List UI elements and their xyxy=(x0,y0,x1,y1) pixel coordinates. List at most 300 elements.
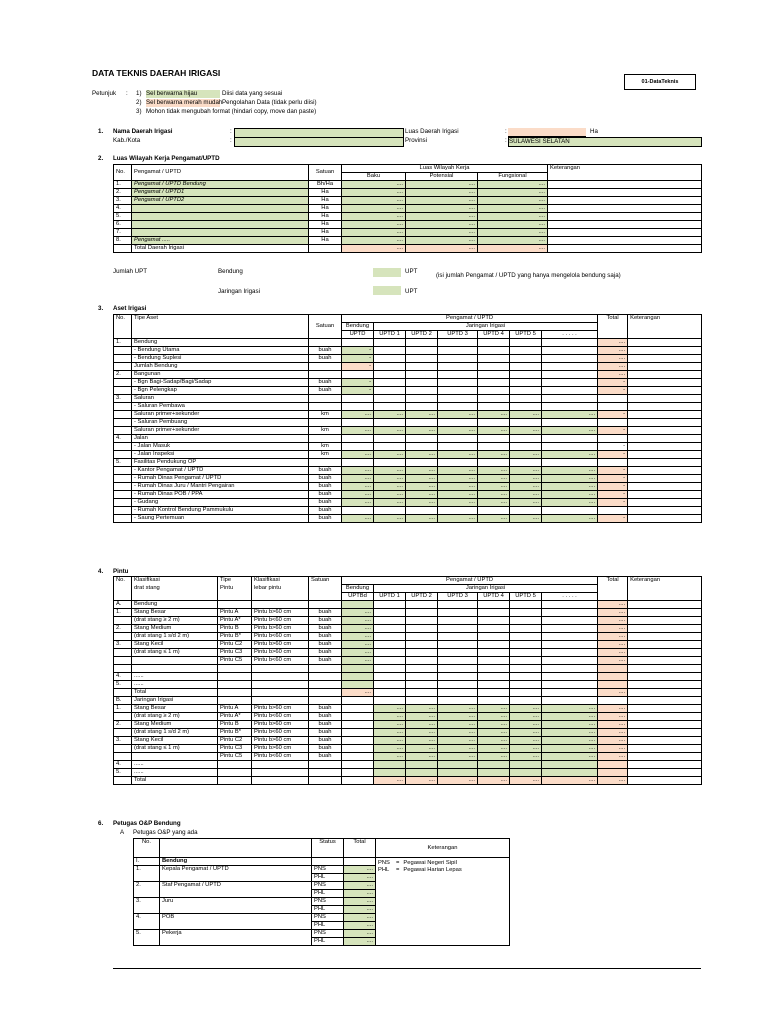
pintu-row xyxy=(114,649,702,657)
jaringan-value[interactable]: .... xyxy=(542,515,598,523)
potensial-input[interactable]: .... xyxy=(406,213,478,221)
jaringan-value[interactable]: .... xyxy=(542,491,598,499)
bendung-value[interactable]: .... xyxy=(342,625,374,633)
jaringan-value[interactable]: .... xyxy=(438,427,478,435)
bendung-value[interactable]: .... xyxy=(342,633,374,641)
keterangan-input[interactable] xyxy=(628,507,702,515)
keterangan-input[interactable] xyxy=(548,213,702,221)
jaringan-value[interactable]: .... xyxy=(406,475,438,483)
jaringan-value[interactable]: .... xyxy=(406,705,438,713)
fungsional-input[interactable]: .... xyxy=(478,237,548,245)
keterangan-input[interactable] xyxy=(628,395,702,403)
legend-v: Pegawai Negeri Sipil xyxy=(403,860,457,866)
jaringan-value[interactable]: .... xyxy=(374,713,406,721)
baku-input[interactable]: .... xyxy=(342,237,406,245)
jaringan-value[interactable]: .... xyxy=(374,483,406,491)
row-pengamat-name[interactable] xyxy=(132,205,309,213)
jaringan-value xyxy=(542,761,598,769)
instr-3-num: 3) xyxy=(136,108,142,115)
potensial-input[interactable]: .... xyxy=(406,237,478,245)
baku-input[interactable]: .... xyxy=(342,221,406,229)
row-satuan xyxy=(309,403,342,411)
jaringan-value[interactable]: .... xyxy=(406,411,438,419)
aset-row xyxy=(114,475,702,483)
jaringan-value[interactable]: .... xyxy=(478,737,510,745)
total-value: .... xyxy=(598,609,628,617)
fungsional-input[interactable]: .... xyxy=(478,181,548,189)
jaringan-value[interactable]: .... xyxy=(438,737,478,745)
total-pns-input[interactable]: .... xyxy=(344,914,376,922)
jaringan-value[interactable]: .... xyxy=(478,705,510,713)
jaringan-value[interactable]: .... xyxy=(438,729,478,737)
row-pengamat-name[interactable] xyxy=(132,221,309,229)
row-pengamat-name[interactable]: Pengamat / UPTD2 xyxy=(132,197,309,205)
row-jabatan: POB xyxy=(160,914,312,930)
baku-input[interactable]: .... xyxy=(342,213,406,221)
row-tipe-pintu xyxy=(218,769,252,777)
fungsional-input[interactable]: .... xyxy=(478,205,548,213)
keterangan-input[interactable] xyxy=(628,609,702,617)
row-lebar-pintu: Pintu b<60 cm xyxy=(252,753,309,761)
baku-input[interactable]: .... xyxy=(342,229,406,237)
jaringan-value[interactable]: .... xyxy=(438,745,478,753)
jaringan-value[interactable]: .... xyxy=(510,745,542,753)
pintu-row xyxy=(114,665,702,673)
jaringan-value[interactable]: .... xyxy=(374,499,406,507)
jaringan-value[interactable]: .... xyxy=(542,427,598,435)
keterangan-input[interactable] xyxy=(548,189,702,197)
row-lebar-pintu xyxy=(252,761,309,769)
jaringan-value[interactable]: .... xyxy=(438,721,478,729)
jaringan-value[interactable]: .... xyxy=(406,491,438,499)
jaringan-value[interactable]: .... xyxy=(542,713,598,721)
jaringan-value[interactable]: .... xyxy=(374,745,406,753)
jaringan-value[interactable]: .... xyxy=(542,753,598,761)
fungsional-input[interactable]: .... xyxy=(478,221,548,229)
jaringan-value[interactable]: .... xyxy=(374,427,406,435)
keterangan-input[interactable] xyxy=(628,697,702,705)
jaringan-value[interactable]: .... xyxy=(374,451,406,459)
total-value xyxy=(598,419,628,427)
jaringan-value[interactable]: .... xyxy=(438,705,478,713)
total-phl-input[interactable]: .... xyxy=(344,938,376,946)
jaringan-value[interactable]: .... xyxy=(374,491,406,499)
row-no: 6. xyxy=(114,221,132,229)
keterangan-input[interactable] xyxy=(628,665,702,673)
jaringan-value[interactable]: .... xyxy=(510,475,542,483)
th-total: Total xyxy=(344,839,376,858)
total-pns-input[interactable]: .... xyxy=(344,930,376,938)
keterangan-input[interactable] xyxy=(628,761,702,769)
bendung-value[interactable]: .... xyxy=(342,499,374,507)
row-klasifikasi: (drat stang ≥ 2 m) xyxy=(132,617,218,625)
jaringan-value[interactable]: .... xyxy=(478,427,510,435)
aset-row xyxy=(114,483,702,491)
jaringan-value[interactable]: .... xyxy=(438,515,478,523)
jaringan-value[interactable]: .... xyxy=(406,467,438,475)
keterangan-input[interactable] xyxy=(628,641,702,649)
keterangan-input[interactable] xyxy=(628,403,702,411)
jaringan-value[interactable]: .... xyxy=(478,729,510,737)
jaringan-value[interactable]: .... xyxy=(478,475,510,483)
keterangan-input[interactable] xyxy=(628,657,702,665)
jaringan-value xyxy=(478,769,510,777)
keterangan-input[interactable] xyxy=(628,379,702,387)
bendung-value[interactable]: .... xyxy=(342,491,374,499)
bendung-value[interactable]: .... xyxy=(342,657,374,665)
jaringan-value[interactable]: .... xyxy=(510,713,542,721)
jaringan-value[interactable]: .... xyxy=(510,721,542,729)
jaringan-value xyxy=(438,633,478,641)
keterangan-input[interactable] xyxy=(628,467,702,475)
jaringan-value[interactable]: .... xyxy=(478,713,510,721)
keterangan-input[interactable] xyxy=(628,753,702,761)
jaringan-value[interactable]: .... xyxy=(510,483,542,491)
jaringan-value[interactable]: .... xyxy=(542,411,598,419)
jaringan-value xyxy=(542,689,598,697)
jaringan-value xyxy=(510,649,542,657)
jaringan-value xyxy=(478,689,510,697)
keterangan-input[interactable] xyxy=(628,387,702,395)
jaringan-value[interactable]: .... xyxy=(510,427,542,435)
keterangan-input[interactable] xyxy=(628,363,702,371)
row-pengamat-name[interactable]: Pengamat / UPTD1 xyxy=(132,189,309,197)
jaringan-value[interactable]: .... xyxy=(406,753,438,761)
jaringan-value[interactable]: .... xyxy=(510,467,542,475)
jaringan-value[interactable]: .... xyxy=(510,753,542,761)
jaringan-value[interactable]: .... xyxy=(374,515,406,523)
keterangan-input[interactable] xyxy=(628,689,702,697)
row-tipe: - Rumah Dinas Pengamat / UPTD xyxy=(132,475,309,483)
luas-row xyxy=(114,189,702,197)
jaringan-value[interactable]: .... xyxy=(406,737,438,745)
jaringan-value xyxy=(374,641,406,649)
th-bendung: Bendung xyxy=(342,323,374,331)
potensial-input[interactable]: .... xyxy=(406,181,478,189)
bendung-value[interactable]: .... xyxy=(342,411,374,419)
jaringan-value[interactable]: .... xyxy=(406,713,438,721)
jaringan-value[interactable]: .... xyxy=(478,467,510,475)
keterangan-input[interactable] xyxy=(628,443,702,451)
keterangan-input[interactable] xyxy=(628,745,702,753)
jaringan-value[interactable]: .... xyxy=(542,729,598,737)
keterangan-input[interactable] xyxy=(548,205,702,213)
row-no xyxy=(114,379,132,387)
bendung-value[interactable]: .... xyxy=(342,515,374,523)
jaringan-value xyxy=(542,681,598,689)
row-satuan: km xyxy=(309,443,342,451)
jaringan-value[interactable]: .... xyxy=(438,491,478,499)
bendung-value[interactable]: .... xyxy=(342,649,374,657)
jaringan-value[interactable]: .... xyxy=(406,515,438,523)
bendung-value[interactable] xyxy=(342,665,374,673)
provinsi-field[interactable]: SULAWESI SELATAN xyxy=(508,137,702,147)
jaringan-value xyxy=(478,673,510,681)
bendung-value[interactable]: .... xyxy=(342,475,374,483)
th-uptd: UPTD xyxy=(342,331,374,339)
bendung-value[interactable]: .... xyxy=(342,451,374,459)
potensial-input[interactable]: .... xyxy=(406,221,478,229)
potensial-input[interactable]: .... xyxy=(406,229,478,237)
jaringan-value[interactable]: .... xyxy=(374,753,406,761)
jaringan-value[interactable]: .... xyxy=(438,467,478,475)
jaringan-value[interactable]: .... xyxy=(406,721,438,729)
jaringan-value[interactable]: .... xyxy=(374,737,406,745)
jaringan-value xyxy=(374,681,406,689)
jaringan-value xyxy=(510,435,542,443)
pintu-row xyxy=(114,729,702,737)
fungsional-input[interactable]: .... xyxy=(478,189,548,197)
baku-input[interactable]: .... xyxy=(342,181,406,189)
row-no xyxy=(114,355,132,363)
pintu-row xyxy=(114,737,702,745)
bendung-value[interactable]: - xyxy=(342,347,374,355)
keterangan-input[interactable] xyxy=(628,371,702,379)
jaringan-value[interactable]: .... xyxy=(438,483,478,491)
jaringan-value xyxy=(542,459,598,467)
bendung-value[interactable]: - xyxy=(342,387,374,395)
jaringan-value[interactable]: .... xyxy=(510,515,542,523)
keterangan-input[interactable] xyxy=(628,411,702,419)
bendung-value[interactable]: .... xyxy=(342,617,374,625)
row-tipe-pintu xyxy=(218,761,252,769)
jaringan-value xyxy=(406,681,438,689)
row-lebar-pintu xyxy=(252,665,309,673)
jaringan-value[interactable]: .... xyxy=(542,737,598,745)
jaringan-value[interactable]: .... xyxy=(406,729,438,737)
jaringan-value[interactable]: .... xyxy=(374,705,406,713)
bendung-value xyxy=(342,459,374,467)
baku-input[interactable]: .... xyxy=(342,197,406,205)
jaringan-value xyxy=(542,697,598,705)
jaringan-value[interactable]: .... xyxy=(438,451,478,459)
total-pns-input[interactable]: .... xyxy=(344,866,376,874)
fungsional-input[interactable]: .... xyxy=(478,197,548,205)
th-uptd2: UPTD 2 xyxy=(406,331,438,339)
keterangan-input[interactable] xyxy=(628,705,702,713)
jaringan-value[interactable]: .... xyxy=(542,705,598,713)
jumlah-upt-bendung-input[interactable] xyxy=(373,268,401,277)
potensial-input[interactable]: .... xyxy=(406,197,478,205)
jaringan-value[interactable]: .... xyxy=(542,483,598,491)
jaringan-value[interactable]: .... xyxy=(542,467,598,475)
upt-note: (isi jumlah Pengamat / UPTD yang hanya mengelola bendung saja) xyxy=(436,272,621,279)
jaringan-value[interactable]: .... xyxy=(510,737,542,745)
keterangan-input[interactable] xyxy=(628,427,702,435)
keterangan-input[interactable] xyxy=(548,229,702,237)
bendung-value[interactable]: - xyxy=(342,379,374,387)
fungsional-input[interactable]: .... xyxy=(478,213,548,221)
aset-row xyxy=(114,451,702,459)
baku-input[interactable]: .... xyxy=(342,189,406,197)
jaringan-value xyxy=(542,403,598,411)
jaringan-value[interactable]: .... xyxy=(542,721,598,729)
jaringan-value[interactable]: .... xyxy=(374,467,406,475)
keterangan-input[interactable] xyxy=(628,435,702,443)
keterangan-input[interactable] xyxy=(628,777,702,785)
potensial-input[interactable]: .... xyxy=(406,205,478,213)
total-phl-input[interactable]: .... xyxy=(344,890,376,898)
row-klasifikasi: Total xyxy=(132,689,218,697)
jaringan-value[interactable]: .... xyxy=(478,745,510,753)
jaringan-value[interactable]: .... xyxy=(438,713,478,721)
kab-input[interactable] xyxy=(234,137,404,147)
jaringan-value[interactable]: .... xyxy=(542,475,598,483)
jaringan-value[interactable]: .... xyxy=(478,753,510,761)
keterangan-input[interactable] xyxy=(628,483,702,491)
legend-eq: = xyxy=(396,860,400,866)
jaringan-value xyxy=(438,395,478,403)
th-total: Total xyxy=(598,315,628,339)
total-value xyxy=(598,769,628,777)
jaringan-value[interactable]: .... xyxy=(374,721,406,729)
jaringan-value[interactable]: .... xyxy=(438,475,478,483)
fungsional-input[interactable]: .... xyxy=(478,229,548,237)
jaringan-value[interactable]: .... xyxy=(478,411,510,419)
keterangan-input[interactable] xyxy=(628,617,702,625)
jaringan-value xyxy=(438,761,478,769)
total-pns-input[interactable]: .... xyxy=(344,898,376,906)
jaringan-value[interactable]: .... xyxy=(478,515,510,523)
keterangan-input[interactable] xyxy=(628,339,702,347)
jaringan-value[interactable]: .... xyxy=(406,483,438,491)
row-pengamat-name[interactable] xyxy=(132,229,309,237)
keterangan-input[interactable] xyxy=(628,625,702,633)
bendung-value xyxy=(342,721,374,729)
keterangan-input[interactable] xyxy=(628,721,702,729)
total-phl-input[interactable]: .... xyxy=(344,906,376,914)
jaringan-value xyxy=(406,347,438,355)
jaringan-value xyxy=(438,435,478,443)
bendung-value[interactable]: .... xyxy=(342,467,374,475)
row-satuan xyxy=(309,681,342,689)
row-no: 1. xyxy=(114,609,132,617)
potensial-input[interactable]: .... xyxy=(406,189,478,197)
jaringan-value[interactable]: .... xyxy=(478,491,510,499)
bendung-value[interactable]: .... xyxy=(342,483,374,491)
keterangan-input[interactable] xyxy=(628,459,702,467)
row-jabatan: Pekerja xyxy=(160,930,312,946)
keterangan-input[interactable] xyxy=(548,197,702,205)
th-satuan: Satuan xyxy=(309,577,342,601)
bendung-value[interactable]: - xyxy=(342,355,374,363)
keterangan-input[interactable] xyxy=(628,515,702,523)
row-tipe-pintu: Pintu C2 xyxy=(218,737,252,745)
row-no: 3. xyxy=(114,641,132,649)
jaringan-value[interactable]: .... xyxy=(374,729,406,737)
row-pengamat-name[interactable]: Pengamat ..... xyxy=(132,237,309,245)
row-satuan: Bh/Ha xyxy=(309,181,342,189)
keterangan-input[interactable] xyxy=(548,181,702,189)
jaringan-value[interactable]: .... xyxy=(478,451,510,459)
row-klasifikasi xyxy=(132,753,218,761)
keterangan-input[interactable] xyxy=(548,237,702,245)
bendung-value xyxy=(342,737,374,745)
row-pengamat-name[interactable]: Pengamat / UPTD Bendung xyxy=(132,181,309,189)
jaringan-value xyxy=(406,443,438,451)
jaringan-value[interactable]: .... xyxy=(478,483,510,491)
total-phl-input[interactable]: .... xyxy=(344,922,376,930)
bendung-value[interactable]: .... xyxy=(342,427,374,435)
jaringan-value[interactable]: .... xyxy=(510,411,542,419)
row-satuan: Ha xyxy=(309,205,342,213)
jaringan-value[interactable]: .... xyxy=(510,451,542,459)
keterangan-input[interactable] xyxy=(628,729,702,737)
row-no xyxy=(114,483,132,491)
jaringan-value[interactable]: .... xyxy=(406,427,438,435)
jaringan-value[interactable]: .... xyxy=(510,729,542,737)
jaringan-value[interactable]: .... xyxy=(510,705,542,713)
row-no xyxy=(114,419,132,427)
jaringan-value[interactable]: .... xyxy=(510,491,542,499)
keterangan-input[interactable] xyxy=(628,713,702,721)
jaringan-value[interactable]: .... xyxy=(406,451,438,459)
keterangan-input[interactable] xyxy=(628,633,702,641)
keterangan-input[interactable] xyxy=(628,499,702,507)
keterangan-input[interactable] xyxy=(628,681,702,689)
jaringan-value[interactable]: .... xyxy=(542,451,598,459)
row-klasifikasi: (drat stang ≥ 2 m) xyxy=(132,713,218,721)
total-satuan xyxy=(309,245,342,253)
jaringan-value[interactable]: .... xyxy=(478,721,510,729)
row-pengamat-name[interactable] xyxy=(132,213,309,221)
jaringan-value xyxy=(374,673,406,681)
total-phl-input[interactable]: .... xyxy=(344,874,376,882)
keterangan-input[interactable] xyxy=(628,355,702,363)
keterangan-input[interactable] xyxy=(628,451,702,459)
jaringan-value[interactable]: .... xyxy=(374,411,406,419)
keterangan-input[interactable] xyxy=(628,601,702,609)
bendung-value[interactable] xyxy=(342,681,374,689)
row-tipe-pintu xyxy=(218,673,252,681)
jaringan-value[interactable]: .... xyxy=(478,499,510,507)
keterangan-input[interactable] xyxy=(628,347,702,355)
keterangan-input[interactable] xyxy=(628,769,702,777)
total-pns-input[interactable]: .... xyxy=(344,882,376,890)
keterangan-input[interactable] xyxy=(628,419,702,427)
keterangan-input[interactable] xyxy=(628,673,702,681)
keterangan-input[interactable] xyxy=(548,221,702,229)
jaringan-value[interactable]: .... xyxy=(438,411,478,419)
jaringan-value xyxy=(438,355,478,363)
status-phl: PHL xyxy=(312,906,344,914)
jaringan-value[interactable]: .... xyxy=(438,753,478,761)
th-klas2: drat stang xyxy=(132,585,218,593)
keterangan-input[interactable] xyxy=(628,491,702,499)
total-value: - xyxy=(598,499,628,507)
bendung-value[interactable]: .... xyxy=(342,609,374,617)
jumlah-upt-jaringan-input[interactable] xyxy=(373,286,401,295)
jaringan-value[interactable]: .... xyxy=(542,499,598,507)
jaringan-value[interactable]: .... xyxy=(406,499,438,507)
jaringan-value[interactable]: .... xyxy=(510,499,542,507)
jaringan-value[interactable]: .... xyxy=(438,499,478,507)
jaringan-value xyxy=(406,355,438,363)
bendung-value[interactable]: .... xyxy=(342,641,374,649)
baku-input[interactable]: .... xyxy=(342,205,406,213)
jaringan-value[interactable]: .... xyxy=(374,475,406,483)
jaringan-value xyxy=(374,689,406,697)
bendung-value[interactable] xyxy=(342,673,374,681)
th-jaringan: Jaringan Irigasi xyxy=(374,323,598,331)
keterangan-input[interactable] xyxy=(628,649,702,657)
jaringan-value[interactable]: .... xyxy=(542,745,598,753)
row-tipe: Jalan xyxy=(132,435,309,443)
jaringan-value[interactable]: .... xyxy=(406,745,438,753)
keterangan-input[interactable] xyxy=(628,737,702,745)
row-tipe-pintu: Pintu B* xyxy=(218,729,252,737)
keterangan-input[interactable] xyxy=(628,475,702,483)
